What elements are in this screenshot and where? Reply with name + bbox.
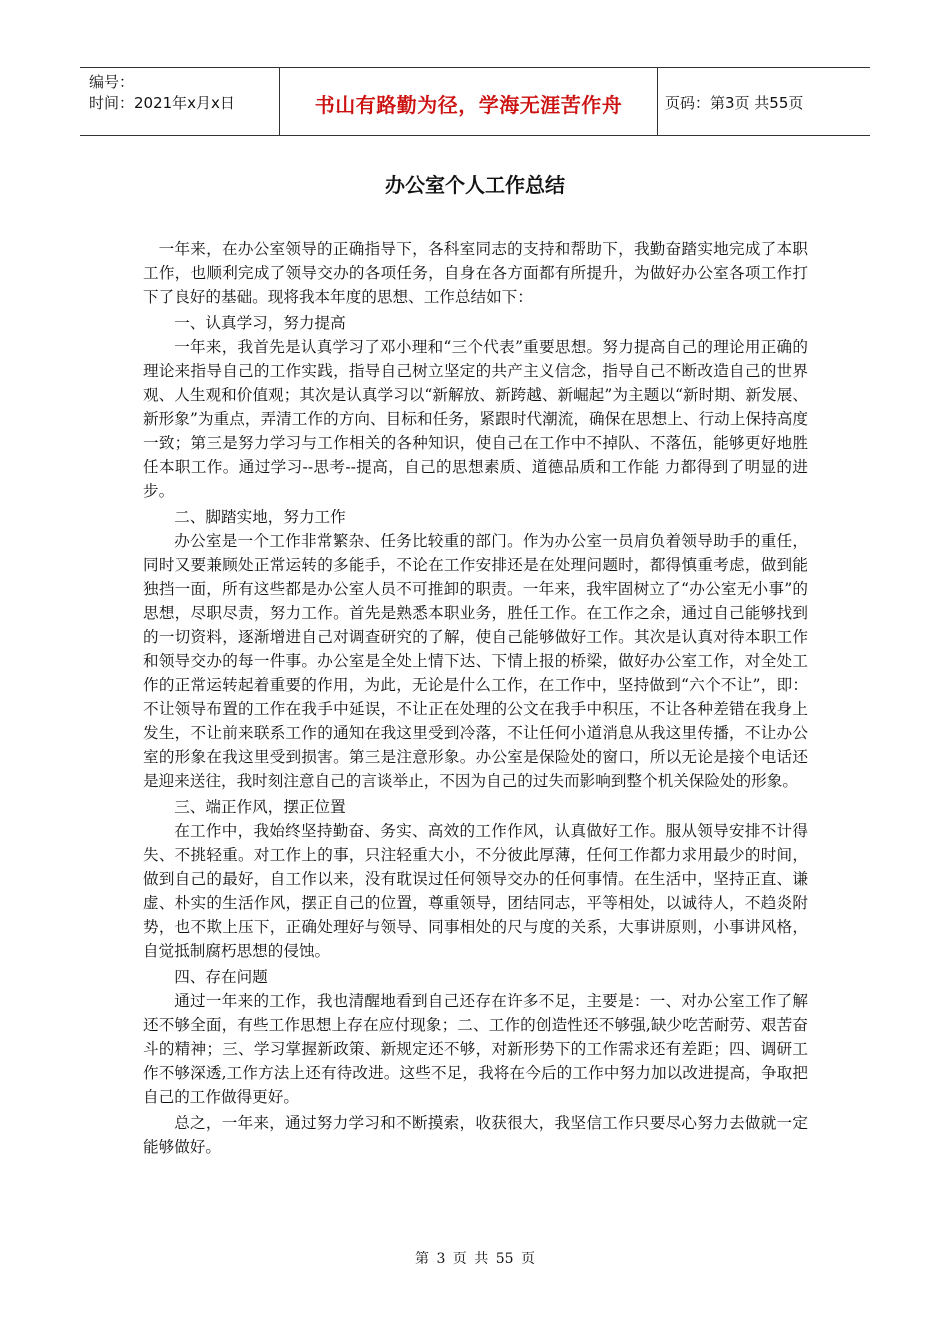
section-paragraph-2: 办公室是一个工作非常繁杂、任务比较重的部门。作为办公室一员肩负着领导助手的重任，同时又要兼顾处正常运转的多能手，不论在工作安排还是在处理问题时，都得慎重考虑，做到能独挡一面，所有这些都是办公室人员不可推卸的职责。一年来，我牢固树立了“办公室无小事”的思想，尽职尽责，努力工作。首先是熟悉本职业务，胜任工作。在工作之余，通过自己能够找到的一切资料，逐渐增进自己对调查研究的了解，使自己能够做好工作。其次是认真对待本职工作和领导交办的每一件事。办公室是全处上情下达、下情上报的桥梁，做好办公室工作，对全处工作的正常运转起着重要的作用，为此，无论是什么工作，在工作中，坚持做到“六个不让”，即：不让领导布置的工作在我手中延误，不让正在处理的公文在我手中积压，不让各种差错在我身上发生，不让前来联系工作的通知在我这里受到冷落，不让任何小道消息从我这里传播，不让办公室的形象在我这里受到损害。第三是注意形象。办公室是保险处的窗口，所以无论是接个电话还是迎来送往，我时刻注意自己的言谈举止，不因为自己的过失而影响到整个机关保险处的形象。 [143,532,808,790]
section-heading-4: 四、存在问题 [174,968,268,986]
section-heading-3: 三、端正作风，摆正位置 [174,798,346,816]
header-motto-cell [280,68,658,135]
page-number-label: 页码：第3页 共55页 [665,94,804,112]
section-paragraph-1: 一年来，我首先是认真学习了邓小理和“三个代表”重要思想。努力提高自己的理论用正确的理论来指导自己的工作实践，指导自己树立坚定的共产主义信念，指导自己不断改造自己的世界观、人生观和价值观；其次是认真学习以“新解放、新跨越、新崛起”为主题以“新时期、新发展、新形象”为重点，弄清工作的方向、目标和任务，紧跟时代潮流，确保在思想上、行动上保持高度一致；第三是努力学习与工作相关的各种知识，使自己在工作中不掉队、不落伍，能够更好地胜任本职工作。通过学习--思考--提高，自己的思想素质、道德品质和工作能 力都得到了明显的进步。 [143,338,808,500]
intro-paragraph: 一年来，在办公室领导的正确指导下，各科室同志的支持和帮助下，我勤奋踏实地完成了本职工作，也顺利完成了领导交办的各项任务，自身在各方面都有所提升，为做好办公室各项工作打下了良好的基础。现将我本年度的思想、工作总结如下： [143,240,808,306]
document-body [143,237,808,1161]
section-paragraph-3: 在工作中，我始终坚持勤奋、务实、高效的工作作风，认真做好工作。服从领导安排不计得失、不挑轻重。对工作上的事，只注轻重大小，不分彼此厚薄，任何工作都力求用最少的时间，做到自己的最好，自工作以来，没有耽误过任何领导交办的任何事情。在生活中，坚持正直、谦虚、朴实的生活作风，摆正自己的位置，尊重领导，团结同志，平等相处，以诚待人，不趋炎附势，也不欺上压下，正确处理好与领导、同事相处的尺与度的关系，大事讲原则，小事讲风格，自觉抵制腐朽思想的侵蚀。 [143,822,808,960]
header-page-cell [658,68,870,135]
document-number-label: 编号： [89,73,135,91]
section-paragraph-4: 通过一年来的工作，我也清醒地看到自己还存在许多不足，主要是：一、对办公室工作了解还不够全面，有些工作思想上存在应付现象；二、工作的创造性还不够强,缺少吃苦耐劳、艰苦奋斗的精神；三、学习掌握新政策、新规定还不够，对新形势下的工作需求还有差距；四、调研工作不够深透,工作方法上还有待改进。这些不足，我将在今后的工作中努力加以改进提高，争取把自己的工作做得更好。 [143,992,808,1106]
conclusion-paragraph: 总之，一年来，通过努力学习和不断摸索，收获很大，我坚信工作只要尽心努力去做就一定能够做好。 [143,1114,808,1156]
page-header [80,67,870,136]
section-heading-1: 一、认真学习，努力提高 [174,314,346,332]
document-date-label: 时间：2021年x月x日 [89,94,235,112]
document-title: 办公室个人工作总结 [385,173,565,197]
motto-text: 书山有路勤为径，学海无涯苦作舟 [314,93,623,117]
page-footer: 第 3 页 共 55 页 [415,1251,535,1267]
section-heading-2: 二、脚踏实地，努力工作 [174,508,346,526]
header-meta-cell [80,68,280,135]
